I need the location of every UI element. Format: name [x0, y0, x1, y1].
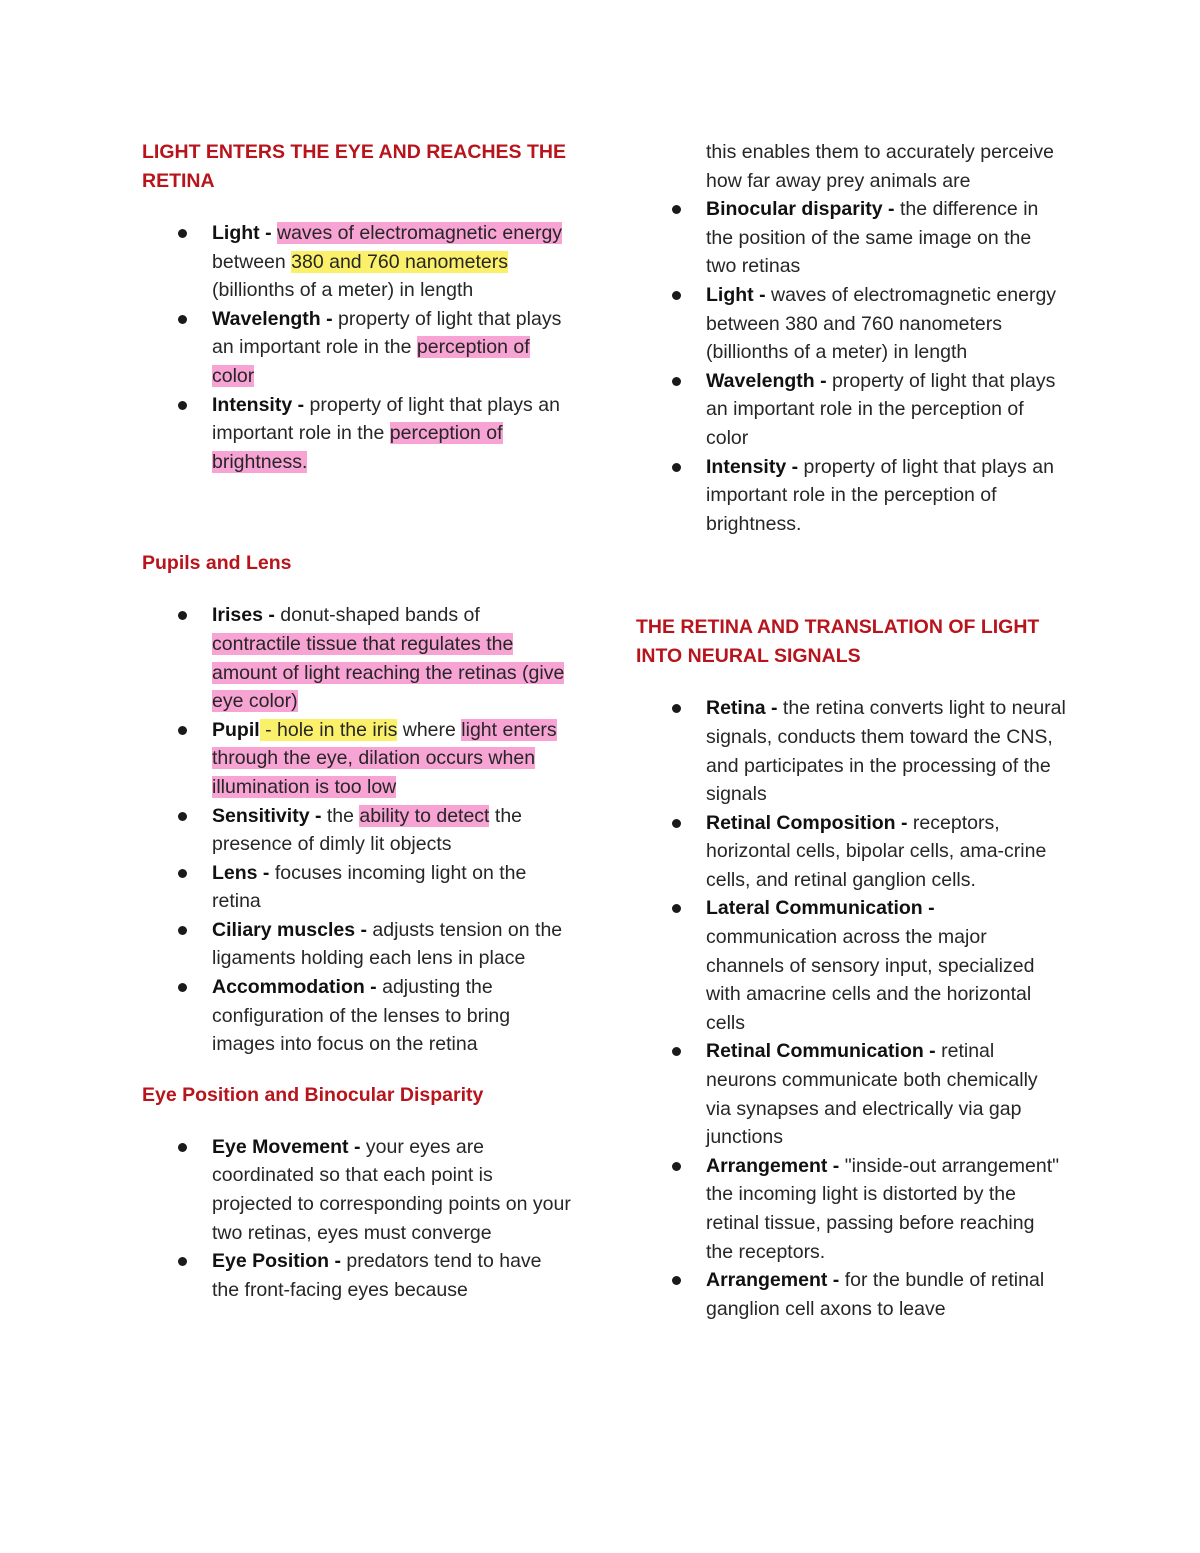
list-item [636, 894, 1066, 1037]
term-label: Ciliary muscles - [212, 918, 367, 941]
list-item [142, 305, 572, 391]
list-item [636, 694, 1066, 808]
bullet-list [636, 694, 1066, 1323]
definition-text: your eyes are coordinated so that each point is projected to corresponding points on your two retinas, eyes must converge [212, 1135, 571, 1244]
bullet-icon [178, 401, 187, 410]
term-label: Intensity - [212, 393, 305, 416]
definition-text: retinal neurons communicate both chemically via synapses and electrically via gap junctions [706, 1040, 1038, 1149]
definition-text: adjusts tension on the ligaments holding each lens in place [212, 918, 563, 970]
definition-text: the difference in the position of the same image on the two retinas [706, 198, 1039, 278]
term-label: Irises - [212, 604, 275, 627]
highlighted-text: perception of brightness. [212, 422, 503, 473]
definition-text: focuses incoming light on the retina [212, 861, 527, 913]
left-column [142, 138, 572, 1304]
list-item [142, 391, 572, 477]
list-item [142, 219, 572, 305]
bullet-icon [178, 926, 187, 935]
right-column [636, 138, 1066, 1323]
list-item [636, 367, 1066, 453]
bullet-icon [672, 904, 681, 913]
definition-text: the presence of dimly lit objects [212, 804, 523, 856]
bullet-icon [178, 869, 187, 878]
list-item [142, 601, 572, 715]
bullet-icon [672, 704, 681, 713]
list-item [142, 1133, 572, 1247]
definition-text: communication across the major channels of sensory input, specialized with amacrine cells and the horizontal cells [706, 926, 1035, 1034]
bullet-list [142, 601, 572, 1059]
list-item [636, 1266, 1066, 1323]
definition-text: the [321, 804, 360, 827]
definition-text: receptors, horizontal cells, bipolar cells, ama-crine cells, and retinal ganglion cells. [706, 811, 1047, 891]
list-item [636, 1152, 1066, 1266]
term-label: Accommodation - [212, 976, 377, 999]
definition-text: (billionths of a meter) in length [212, 279, 474, 302]
term-label: Lateral Communication - [706, 897, 935, 920]
term-label: Intensity - [706, 455, 799, 478]
continuation-text: this enables them to accurately perceive how far away prey animals are [706, 141, 1054, 192]
bullet-icon [672, 1162, 681, 1171]
list-item [142, 1247, 572, 1304]
definition-text: predators tend to have the front-facing eyes because [212, 1250, 542, 1301]
highlighted-text: ability to detect [359, 804, 490, 827]
definition-text: adjusting the configuration of the lenses to bring images into focus on the retina [212, 976, 511, 1056]
section-heading-retina-translation: THE RETINA AND TRANSLATION OF LIGHT INTO NEURAL SIGNALS [636, 616, 1040, 668]
bullet-list [636, 195, 1066, 538]
bullet-icon [178, 229, 187, 238]
bullet-icon [672, 1047, 681, 1056]
highlighted-text: light enters through the eye, dilation occurs when illumination is too low [212, 718, 557, 798]
bullet-icon [178, 726, 187, 735]
bullet-icon [672, 819, 681, 828]
bullet-icon [178, 1257, 187, 1266]
bullet-icon [672, 205, 681, 214]
definition-text: property of light that plays an important role in the [212, 307, 562, 359]
section-heading-pupils-lens: Pupils and Lens [142, 552, 292, 575]
list-item [142, 859, 572, 916]
definition-text: property of light that plays an important role in the perception of color [706, 369, 1056, 449]
highlighted-text: perception of color [212, 336, 530, 387]
bullet-list [142, 219, 572, 476]
bullet-icon [178, 812, 187, 821]
highlighted-text: waves of electromagnetic energy [276, 222, 563, 244]
term-label: Pupil [212, 718, 260, 741]
definition-text: for the bundle of retinal ganglion cell axons to leave [706, 1269, 1045, 1320]
list-item [636, 281, 1066, 367]
term-label: Lens - [212, 861, 270, 884]
list-item [636, 809, 1066, 895]
term-label: Retinal Communication - [706, 1040, 936, 1063]
bullet-icon [178, 983, 187, 992]
definition-text: donut-shaped bands of [274, 604, 480, 627]
bullet-icon [672, 377, 681, 386]
bullet-icon [178, 315, 187, 324]
bullet-icon [178, 611, 187, 620]
bullet-icon [178, 1143, 187, 1152]
term-label: Light - [706, 283, 766, 306]
term-label: Sensitivity - [212, 804, 322, 827]
bullet-icon [672, 1276, 681, 1285]
term-label: Wavelength - [212, 307, 333, 330]
definition-text: waves of electromagnetic energy between 380 and 760 nanometers (billionths of a meter) in length [706, 283, 1057, 364]
bullet-icon [672, 291, 681, 300]
term-label: Retina - [706, 697, 778, 720]
section-heading-light-enters: LIGHT ENTERS THE EYE AND REACHES THE RETINA [142, 141, 566, 192]
list-item [142, 973, 572, 1059]
term-label: Retinal Composition - [706, 811, 908, 834]
definition-text: property of light that plays an important role in the [212, 393, 560, 445]
list-item [142, 802, 572, 859]
list-item [142, 716, 572, 802]
section-heading-eye-position: Eye Position and Binocular Disparity [142, 1083, 484, 1106]
term-label: Binocular disparity - [706, 198, 895, 221]
bullet-icon [672, 463, 681, 472]
definition-text: the retina converts light to neural signals, conducts them toward the CNS, and participates in the processing of the signals [706, 697, 1066, 806]
highlighted-text: 380 and 760 nanometers [291, 250, 508, 273]
highlighted-text: contractile tissue that regulates the amount of light reaching the retinas (give eye color) [212, 632, 565, 713]
highlighted-text: - hole in the iris [259, 718, 398, 741]
list-item [636, 195, 1066, 281]
term-label: Wavelength - [706, 369, 827, 392]
definition-text: between [212, 250, 292, 273]
list-item [636, 453, 1066, 539]
bullet-list [142, 1133, 572, 1305]
term-label: Eye Movement - [212, 1135, 361, 1158]
term-label: Arrangement - [706, 1154, 840, 1177]
term-label: Arrangement - [706, 1269, 840, 1292]
definition-text: property of light that plays an important role in the perception of brightness. [706, 455, 1054, 535]
definition-text: where [397, 718, 462, 741]
term-label: Light - [212, 222, 272, 244]
list-item [142, 916, 572, 973]
definition-text: "inside-out arrangement" the incoming light is distorted by the retinal tissue, passing before reaching the receptors. [706, 1154, 1060, 1263]
list-item [636, 1037, 1066, 1151]
term-label: Eye Position - [212, 1250, 341, 1273]
